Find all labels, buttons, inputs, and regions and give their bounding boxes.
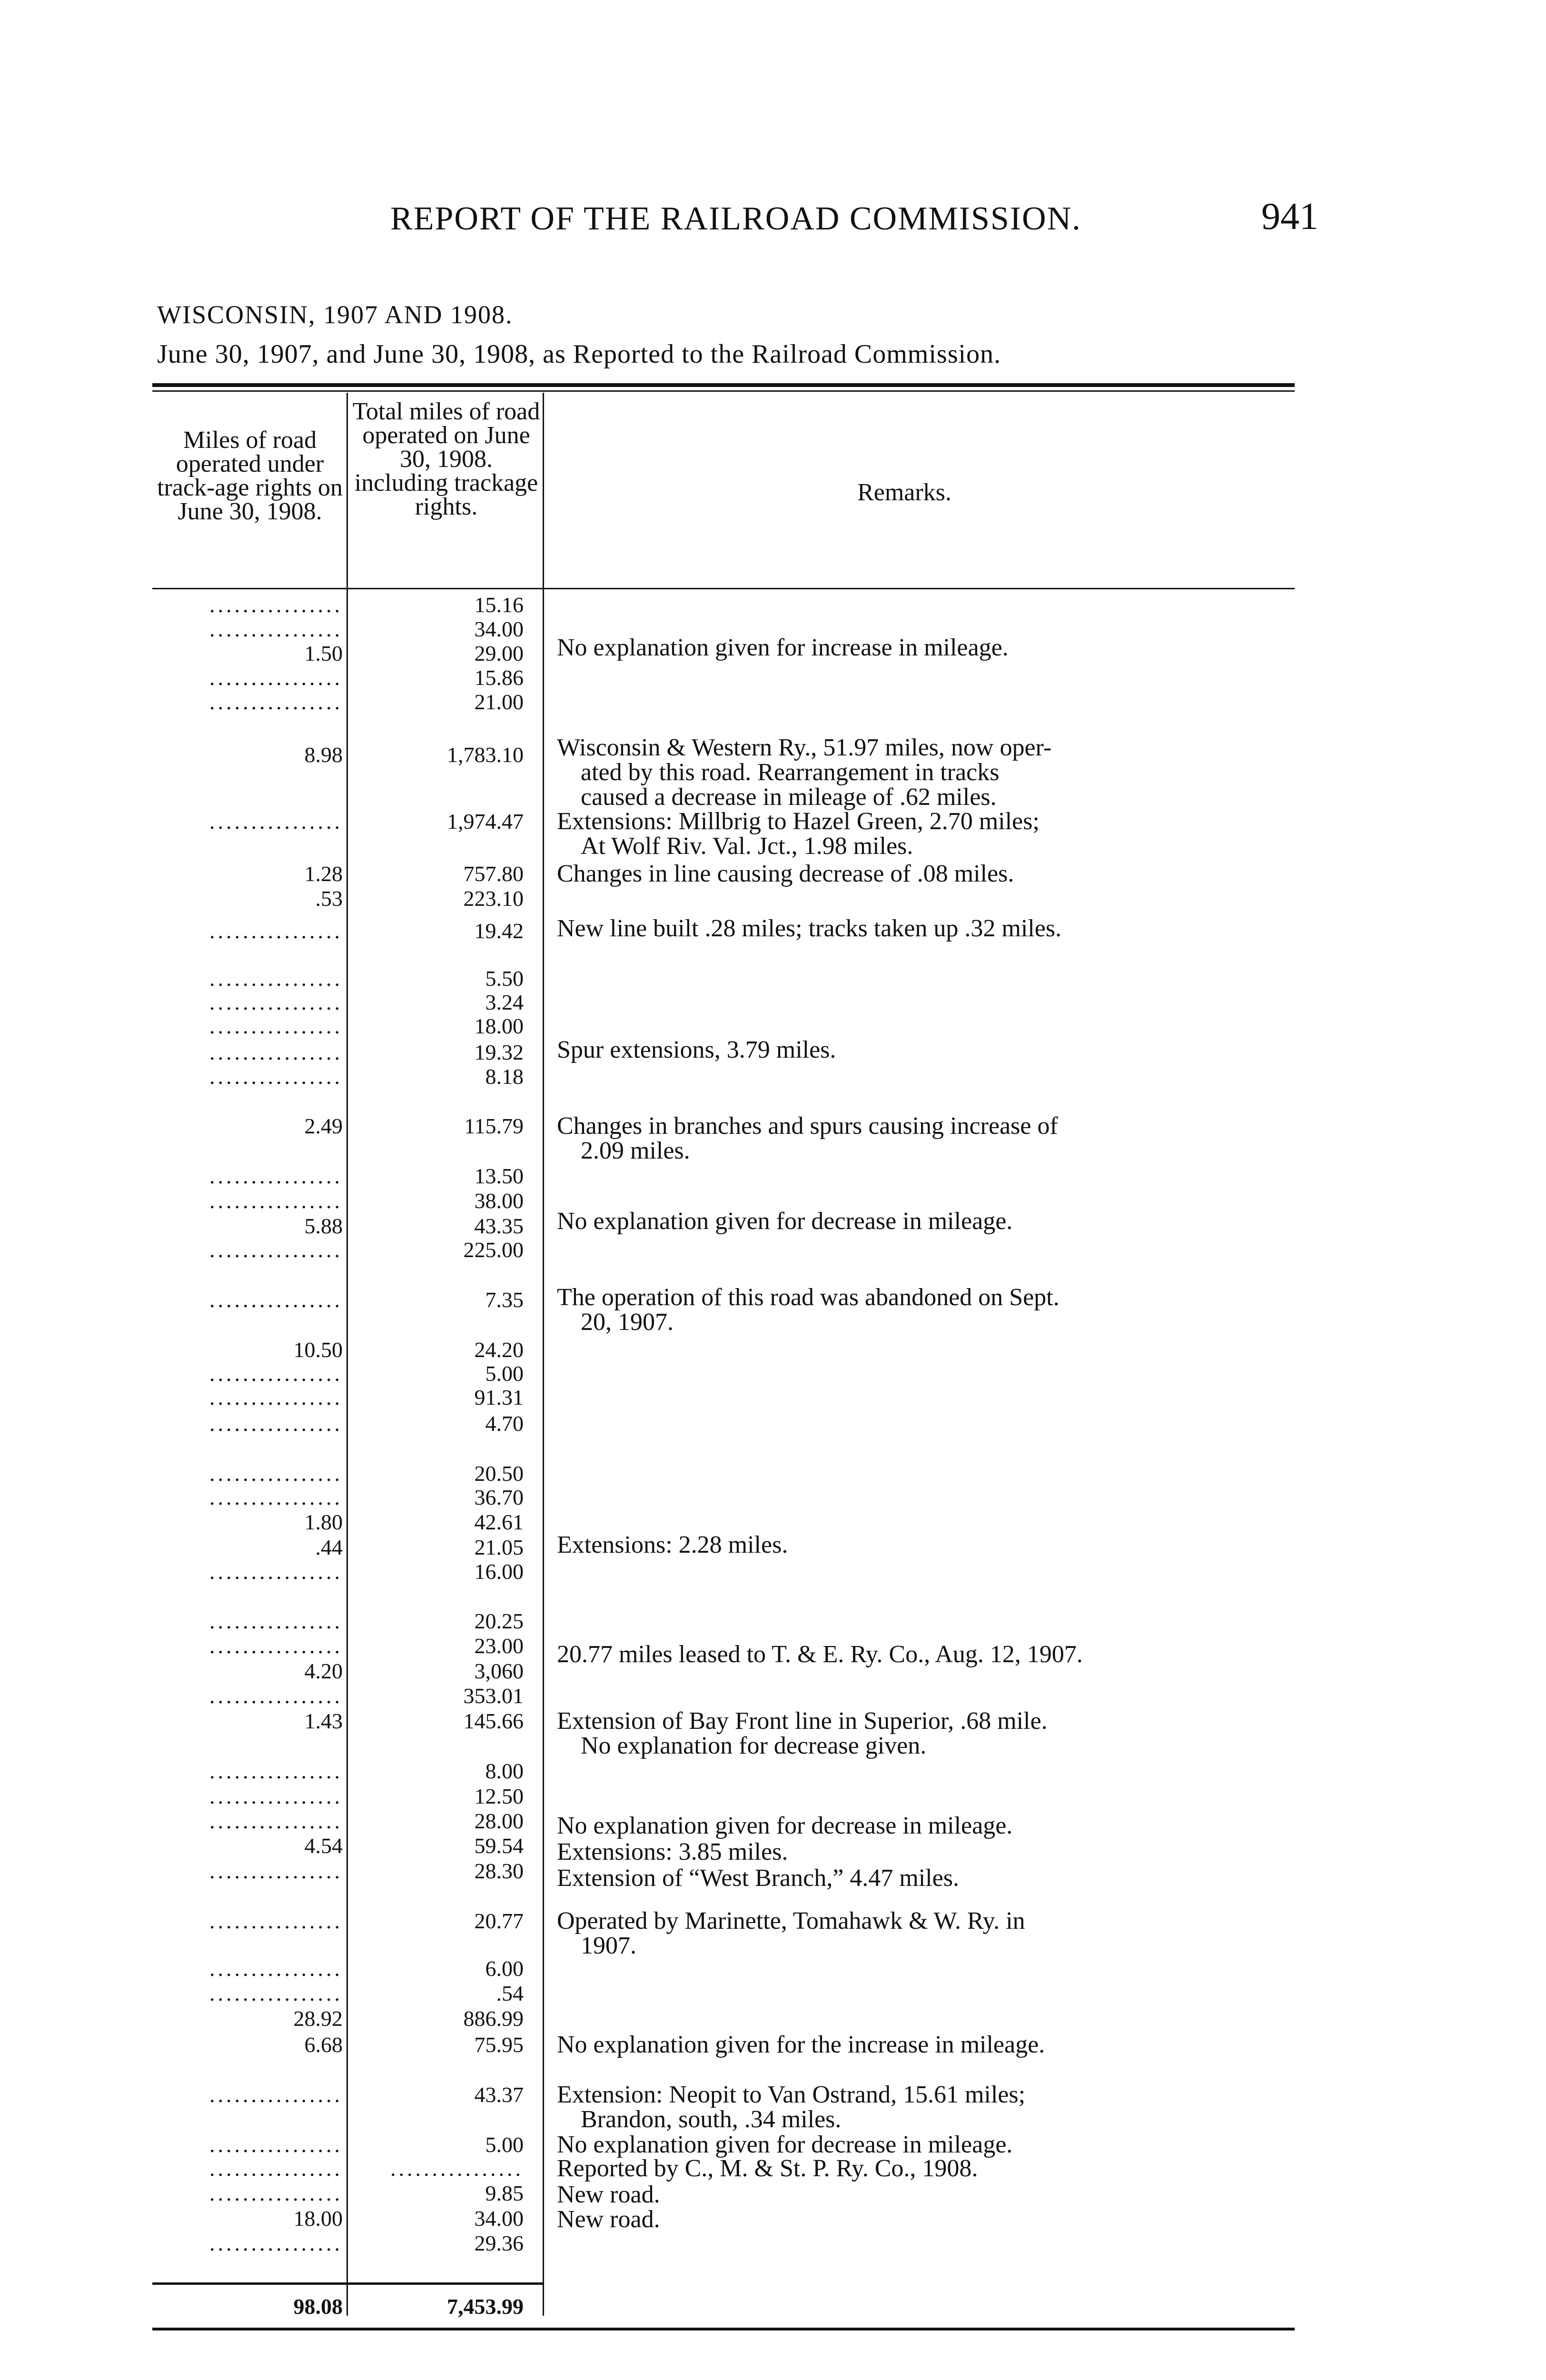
remark-text [557,1709,1295,1758]
total-miles-cell: 34.00 [474,617,524,641]
trackage-miles-cell: 28.92 [293,2006,343,2031]
total-miles-cell: 91.31 [474,1385,524,1409]
trackage-miles-cell: 10.50 [293,1338,343,1362]
total-miles-cell: 5.00 [485,2132,524,2157]
total-miles-cell: 28.30 [474,1859,524,1883]
total-miles-operated: 7,453.99 [447,2294,524,2319]
column-rule-1 [347,393,348,2316]
remark-line: Reported by C., M. & St. P. Ry. Co., 1908. [557,2155,978,2182]
trackage-miles-cell: ................ [209,665,343,690]
trackage-miles-cell: 18.00 [293,2206,343,2231]
total-miles-cell: 757.80 [463,862,524,886]
total-miles-cell: 59.54 [474,1834,524,1858]
total-miles-cell: 20.50 [474,1461,524,1486]
remark-line: No explanation for decrease given. [581,1732,927,1759]
trackage-miles-cell: ................ [209,1385,343,1409]
total-miles-cell: 20.25 [474,1609,524,1633]
total-miles-cell: 13.50 [474,1164,524,1188]
table-top-rule-thin [152,390,1295,392]
remark-line: Spur extensions, 3.79 miles. [557,1036,836,1063]
total-miles-cell: 16.00 [474,1559,524,1584]
remark-line: 2.09 miles. [581,1137,690,1164]
trackage-miles-cell: ................ [209,809,343,833]
total-miles-cell: 12.50 [474,1784,524,1808]
trackage-miles-cell: ................ [209,593,343,617]
state-heading: WISCONSIN, 1907 AND 1908. [157,300,513,329]
total-miles-cell: 8.00 [485,1759,524,1783]
trackage-miles-cell: 1.50 [304,641,343,665]
page-number: 941 [1261,196,1318,238]
remark-line: New road. [557,2206,660,2233]
total-miles-cell: 42.61 [474,1510,524,1534]
remark-text [557,2207,1295,2232]
remark-text [557,862,1295,886]
remark-text [557,735,1295,810]
total-miles-cell: 75.95 [474,2033,524,2057]
trackage-miles-cell: 1.43 [304,1709,343,1733]
total-miles-cell: 15.16 [474,593,524,617]
trackage-miles-cell: ................ [209,1956,343,1981]
total-miles-cell: 15.86 [474,665,524,690]
trackage-miles-cell: 4.20 [304,1659,343,1683]
remark-line: Extensions: 3.85 miles. [557,1838,788,1865]
remark-text [557,1285,1295,1335]
total-rule [152,2282,543,2285]
total-miles-cell: 21.00 [474,690,524,714]
trackage-miles-cell: 2.49 [304,1114,343,1138]
remark-line: 20.77 miles leased to T. & E. Ry. Co., Aug. 12, 1907. [557,1641,1083,1668]
trackage-miles-cell: ................ [209,966,343,991]
remark-text [557,1840,1295,1864]
total-miles-cell: 886.99 [463,2006,524,2031]
trackage-miles-cell: ................ [209,1238,343,1262]
total-miles-cell: 23.00 [474,1634,524,1658]
trackage-miles-cell: ................ [209,919,343,943]
remark-text [557,1866,1295,1891]
remark-line: Changes in line causing decrease of .08 miles. [557,860,1014,887]
remark-text [557,1909,1295,1958]
total-miles-cell: 43.37 [474,2082,524,2107]
remark-line: The operation of this road was abandoned on Sept. [557,1284,1060,1311]
header-divider-rule [152,588,1295,589]
trackage-miles-cell: ................ [209,2156,343,2181]
total-miles-cell: 24.20 [474,1338,524,1362]
remark-line: Changes in branches and spurs causing increase of [557,1112,1058,1140]
remark-text [557,916,1295,941]
table-bottom-rule [152,2328,1295,2330]
trackage-miles-cell: 8.98 [304,743,343,767]
total-miles-cell: 29.36 [474,2231,524,2255]
remark-text [557,1209,1295,1234]
trackage-miles-cell: 1.80 [304,1510,343,1534]
trackage-miles-cell: ................ [209,2181,343,2205]
remark-line: No explanation given for decrease in mileage. [557,1812,1013,1839]
trackage-miles-cell: ................ [209,1559,343,1584]
total-miles-cell: 3.24 [485,990,524,1014]
running-title: REPORT OF THE RAILROAD COMMISSION. [390,200,1081,237]
trackage-miles-cell: ................ [209,1064,343,1089]
trackage-miles-cell: ................ [209,2231,343,2255]
trackage-miles-cell: .53 [315,886,343,911]
remark-text [557,809,1295,859]
trackage-miles-cell: ................ [209,690,343,714]
remark-text [557,1038,1295,1062]
total-miles-cell: 4.70 [485,1411,524,1436]
total-miles-cell: 5.00 [485,1361,524,1386]
remark-text [557,1642,1295,1667]
remark-line: Extension: Neopit to Van Ostrand, 15.61 miles; [557,2081,1026,2108]
trackage-miles-cell: ................ [209,1189,343,1213]
table-top-rule [152,383,1295,387]
remark-line: New line built .28 miles; tracks taken up .32 miles. [557,915,1062,942]
trackage-miles-cell: ................ [209,1164,343,1188]
total-miles-cell: 223.10 [463,886,524,911]
remark-line: No explanation given for the increase in mileage. [557,2031,1045,2058]
total-miles-cell: 19.32 [474,1040,524,1064]
trackage-miles-cell: ................ [209,1411,343,1436]
remark-line: Operated by Marinette, Tomahawk & W. Ry. in [557,1907,1025,1934]
trackage-miles-cell: ................ [209,2082,343,2107]
trackage-miles-cell: ................ [209,2132,343,2157]
trackage-miles-cell: ................ [209,1461,343,1486]
trackage-miles-cell: ................ [209,1361,343,1386]
remark-line: New road. [557,2181,660,2208]
total-miles-cell: 9.85 [485,2181,524,2205]
remark-line: No explanation given for increase in mileage. [557,634,1009,661]
total-trackage-miles: 98.08 [293,2294,343,2319]
remark-line: 20, 1907. [581,1309,674,1336]
total-miles-cell: 28.00 [474,1809,524,1833]
trackage-miles-cell: ................ [209,1485,343,1509]
trackage-miles-cell: ................ [209,1609,343,1633]
remark-line: No explanation given for decrease in mileage. [557,1208,1013,1235]
total-miles-cell: 6.00 [485,1956,524,1981]
trackage-miles-cell: 1.28 [304,862,343,886]
trackage-miles-cell: ................ [209,1684,343,1708]
total-miles-cell: 1,783.10 [447,743,524,767]
remark-text [557,2132,1295,2157]
total-miles-cell: 29.00 [474,641,524,665]
remark-line: Extension of Bay Front line in Superior, .68 mile. [557,1707,1048,1735]
total-miles-cell: 20.77 [474,1909,524,1933]
total-miles-cell: 7.35 [485,1288,524,1312]
total-miles-cell: ................ [390,2156,524,2181]
total-miles-cell: 353.01 [463,1684,524,1708]
column-header-total-miles: Total miles of road operated on June 30, 1908. including trackage rights. [352,398,540,520]
total-miles-cell: 5.50 [485,966,524,991]
trackage-miles-cell: 6.68 [304,2033,343,2057]
total-miles-cell: 38.00 [474,1189,524,1213]
date-heading: June 30, 1907, and June 30, 1908, as Reported to the Railroad Commission. [157,339,1001,369]
total-miles-cell: 8.18 [485,1064,524,1089]
trackage-miles-cell: 4.54 [304,1834,343,1858]
remark-line: Extensions: 2.28 miles. [557,1531,788,1558]
remark-line: Extension of “West Branch,” 4.47 miles. [557,1864,959,1892]
remark-line: At Wolf Riv. Val. Jct., 1.98 miles. [581,833,913,860]
trackage-miles-cell: ................ [209,1981,343,2005]
remark-text [557,2033,1295,2057]
total-miles-cell: 18.00 [474,1014,524,1038]
column-header-trackage: Miles of road operated under track-age rights on June 30, 1908. [157,426,343,525]
total-miles-cell: 115.79 [464,1114,524,1138]
remark-line: Wisconsin & Western Ry., 51.97 miles, now oper- [557,734,1052,761]
total-miles-cell: 43.35 [474,1214,524,1238]
total-miles-cell: .54 [496,1981,524,2005]
trackage-miles-cell: ................ [209,1040,343,1064]
remark-line: 1907. [581,1932,636,1959]
remark-text [557,1533,1295,1557]
remark-text [557,1814,1295,1838]
trackage-miles-cell: ................ [209,1909,343,1933]
trackage-miles-cell: ................ [209,617,343,641]
remark-text [557,1114,1295,1163]
total-miles-cell: 34.00 [474,2206,524,2231]
total-miles-cell: 145.66 [463,1709,524,1733]
total-miles-cell: 36.70 [474,1485,524,1509]
trackage-miles-cell: ................ [209,1288,343,1312]
trackage-miles-cell: ................ [209,1809,343,1833]
trackage-miles-cell: 5.88 [304,1214,343,1238]
trackage-miles-cell: ................ [209,1859,343,1883]
remark-line: Extensions: Millbrig to Hazel Green, 2.70 miles; [557,808,1040,835]
trackage-miles-cell: .44 [315,1535,343,1559]
trackage-miles-cell: ................ [209,1784,343,1808]
remark-line: No explanation given for decrease in mileage. [557,2131,1013,2158]
column-header-remarks: Remarks. [857,479,951,506]
trackage-miles-cell: ................ [209,1759,343,1783]
remark-line: caused a decrease in mileage of .62 miles. [581,783,997,811]
trackage-miles-cell: ................ [209,990,343,1014]
column-rule-2 [543,393,544,2316]
remark-text [557,2156,1295,2181]
total-miles-cell: 225.00 [463,1238,524,1262]
total-miles-cell: 21.05 [474,1535,524,1559]
total-miles-cell: 1,974.47 [447,809,524,833]
trackage-miles-cell: ................ [209,1634,343,1658]
trackage-miles-cell: ................ [209,1014,343,1038]
total-miles-cell: 19.42 [474,919,524,943]
remark-text [557,2082,1295,2132]
total-miles-cell: 3,060 [474,1659,524,1683]
remark-text [557,2182,1295,2207]
remark-line: Brandon, south, .34 miles. [581,2106,842,2133]
remark-text [557,635,1295,660]
remark-line: ated by this road. Rearrangement in tracks [581,759,1000,786]
